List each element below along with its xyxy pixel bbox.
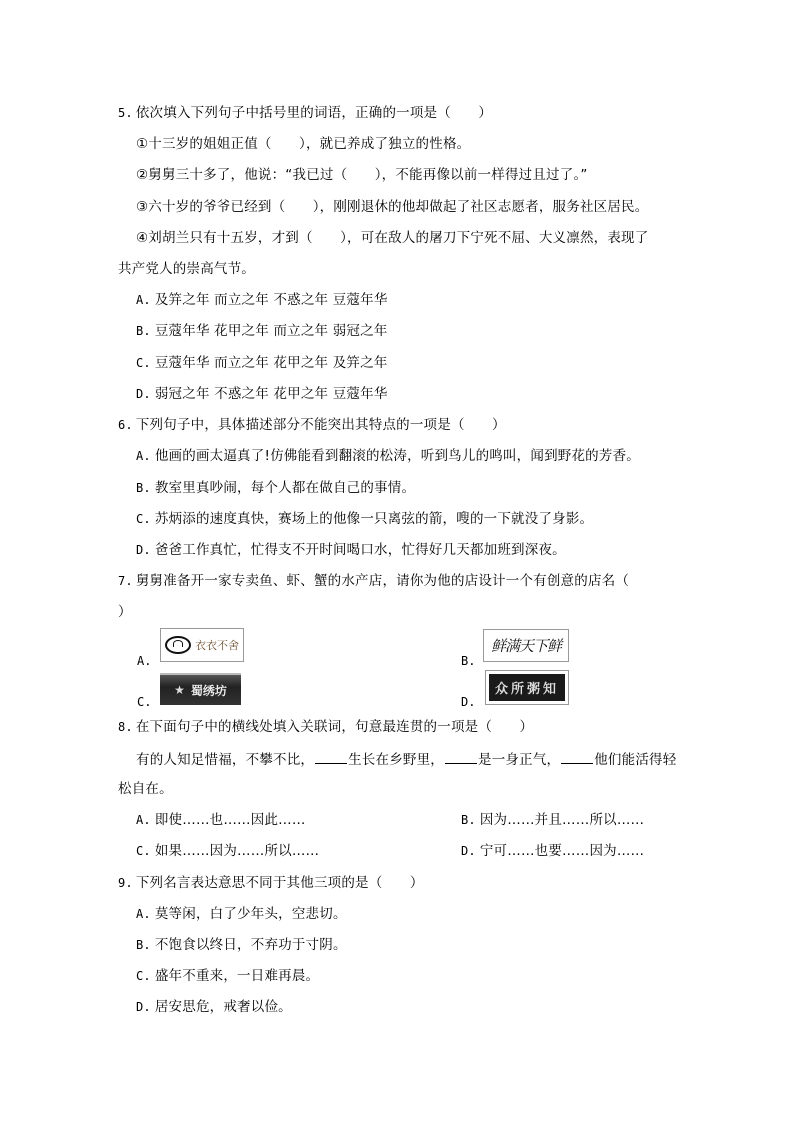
q7-option-b-label: B. (461, 654, 476, 668)
q8-option-d[interactable]: D. 宁可……也要……因为…… (461, 843, 645, 859)
q6-option-c[interactable]: C. 苏炳添的速度真快，赛场上的他像一只离弦的箭，嗖的一下就没了身影。 (136, 511, 594, 527)
question-7-stem-cont: ） (118, 604, 132, 620)
question-8-stem: 8. 在下面句子中的横线处填入关联词，句意最连贯的一项是（ ） (118, 719, 534, 735)
q8-option-c[interactable]: C. 如果……因为……所以…… (136, 843, 320, 859)
q7-option-c-sign-image[interactable]: ★ 蜀绣坊 (160, 673, 241, 705)
fill-blank-1[interactable] (315, 749, 347, 764)
q5-sentence-4-cont: 共产党人的崇高气节。 (118, 261, 255, 277)
q8-sentence: 有的人知足惜福，不攀不比， 生长在乡野里， 是一身正气， 他们能活得轻 (136, 749, 676, 769)
q8-option-b[interactable]: B. 因为……并且……所以…… (461, 812, 645, 828)
q7-option-d-label: D. (461, 695, 476, 709)
q7-option-d-sign-image[interactable]: 众所粥知 (485, 670, 569, 705)
q5-sentence-2: ②舅舅三十多了，他说：“我已过（ ），不能再像以前一样得过且过了。” (136, 167, 588, 183)
q5-option-d[interactable]: D. 弱冠之年 不惑之年 花甲之年 豆蔻年华 (136, 386, 388, 402)
fill-blank-2[interactable] (445, 749, 477, 764)
q9-option-c[interactable]: C. 盛年不重来，一日难再晨。 (136, 968, 320, 984)
q9-option-a[interactable]: A. 莫等闲，白了少年头，空悲切。 (136, 906, 347, 922)
q5-sentence-4: ④刘胡兰只有十五岁，才到（ ），可在敌人的屠刀下宁死不屈、大义凛然，表现了 (136, 230, 649, 246)
question-5-stem: 5. 依次填入下列句子中括号里的词语，正确的一项是（ ） (118, 105, 493, 121)
q5-sentence-1: ①十三岁的姐姐正值（ ），就已养成了独立的性格。 (136, 136, 471, 152)
fill-blank-3[interactable] (561, 749, 593, 764)
star-icon: ★ (174, 683, 185, 697)
q7-option-a-label: A. (137, 654, 152, 668)
q8-sentence-cont: 松自在。 (118, 781, 173, 797)
q9-option-d[interactable]: D. 居安思危，戒奢以俭。 (136, 999, 292, 1015)
q5-option-c[interactable]: C. 豆蔻年华 而立之年 花甲之年 及笄之年 (136, 355, 388, 371)
q7-option-a-sign-image[interactable]: 衣衣不舍 (160, 628, 244, 662)
q6-option-b[interactable]: B. 教室里真吵闹，每个人都在做自己的事情。 (136, 480, 416, 496)
q5-option-b[interactable]: B. 豆蔻年华 花甲之年 而立之年 弱冠之年 (136, 323, 388, 339)
q6-option-a[interactable]: A. 他画的画太逼真了!仿佛能看到翻滚的松涛，听到鸟儿的鸣叫，闻到野花的芳香。 (136, 448, 640, 464)
question-number: 5. (118, 106, 133, 120)
q6-option-d[interactable]: D. 爸爸工作真忙，忙得支不开时间喝口水，忙得好几天都加班到深夜。 (136, 542, 566, 558)
question-7-stem: 7. 舅舅准备开一家专卖鱼、虾、蟹的水产店，请你为他的店设计一个有创意的店名（ (118, 573, 630, 589)
q7-option-b-sign-image[interactable]: 鲜满天下鲜 (483, 629, 569, 662)
q9-option-b[interactable]: B. 不饱食以终日，不弃功于寸阴。 (136, 937, 347, 953)
question-6-stem: 6. 下列句子中，具体描述部分不能突出其特点的一项是（ ） (118, 417, 506, 433)
q8-option-a[interactable]: A. 即使……也……因此…… (136, 812, 306, 828)
q5-option-a[interactable]: A. 及笄之年 而立之年 不惑之年 豆蔻年华 (136, 292, 388, 308)
heart-logo-icon (165, 636, 191, 654)
question-9-stem: 9. 下列名言表达意思不同于其他三项的是（ ） (118, 875, 424, 891)
q5-sentence-3: ③六十岁的爷爷已经到（ ），刚刚退休的他却做起了社区志愿者，服务社区居民。 (136, 199, 649, 215)
q7-option-c-label: C. (137, 695, 152, 709)
